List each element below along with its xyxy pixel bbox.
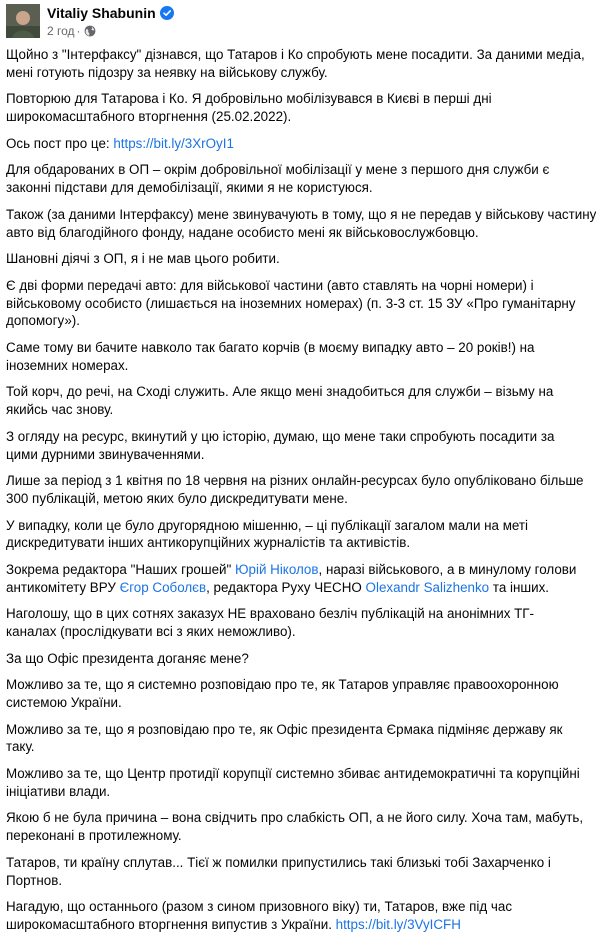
post-body <box>6 46 596 943</box>
post-text: Лише за період з 1 квітня по 18 червня на різних онлайн-ресурсах було опубліковано більше <box>6 473 584 489</box>
post-text: Можливо за те, що Центр протидії корупції системно збиває антидемократичні та корупційні <box>6 766 580 782</box>
post-text: Ось пост про це: <box>6 135 114 151</box>
post-text: законні підстави для демобілізації, якими я не користуюся. <box>6 180 373 196</box>
post-paragraph <box>6 428 555 464</box>
post-text: Наголошу, що в цих сотнях заказух НЕ враховано безліч публікацій на анонімних ТГ- <box>6 606 535 622</box>
post-link[interactable]: https://bit.ly/3XrOyI1 <box>113 135 234 151</box>
post-text: Портнов. <box>6 872 63 888</box>
post-paragraph <box>6 206 596 242</box>
globe-icon <box>84 25 96 37</box>
post-text: та інших. <box>489 579 550 595</box>
post-text: каналах (прослідкувати всі з яких неможливо). <box>6 624 296 640</box>
post-text: Можливо за те, що я системно розповідаю про те, як Татаров управляє правоохоронною <box>6 677 559 693</box>
post-text: ініціативи влади. <box>6 783 111 799</box>
post-text: системою України. <box>6 695 122 711</box>
post-paragraph <box>6 46 585 82</box>
profile-mention[interactable]: Юрій Ніколов <box>235 561 319 577</box>
post-text: Є дві форми передачі авто: для військової частини (авто ставлять на чорні номери) і <box>6 277 534 293</box>
post-paragraph <box>6 809 584 845</box>
post-timestamp[interactable]: 2 год <box>47 24 75 38</box>
post-header <box>0 0 516 46</box>
post-text: Шановні діячі з ОП, я і не мав цього робити. <box>6 251 280 267</box>
post-text: У випадку, коли це було другорядною мішенню, – ці публікації загалом мали на меті <box>6 517 529 533</box>
post-text: Той корч, до речі, на Сході служить. Але якщо мені знадобиться для служби – візьму на <box>6 384 554 400</box>
profile-mention[interactable]: Єгор Соболєв <box>119 579 207 595</box>
post-text: іноземних номерах. <box>6 357 129 373</box>
post-text: цими дурними звинуваченнями. <box>6 446 205 462</box>
avatar-photo-icon <box>6 4 40 38</box>
post-text: Щойно з "Інтерфаксу" дізнався, що Татаров і Ко спробують мене посадити. За даними медіа, <box>6 47 585 62</box>
author-name: Vitaliy Shabunin <box>47 5 156 21</box>
post-text: За що Офіс президента доганяє мене? <box>6 650 249 666</box>
post-paragraph <box>6 650 546 668</box>
post-text: Татаров, ти країну сплутав... Тієї ж помилки припустились такі близькі тобі Захарченко і <box>6 854 551 870</box>
post-text: Для обдарованих в ОП – окрім добровільної мобілізації у мене з першого дня служби є <box>6 162 550 178</box>
post-text: військовому особисто (лишається на іноземних номерах) (п. 3-3 ст. 15 ЗУ «Про гуманітарну <box>6 295 576 311</box>
post-paragraph <box>6 854 551 890</box>
post-paragraph <box>6 383 554 419</box>
post-paragraph <box>6 135 546 153</box>
meta-separator: · <box>76 24 81 38</box>
post-paragraph <box>6 898 546 934</box>
post-meta <box>47 24 96 38</box>
avatar[interactable] <box>6 4 40 38</box>
post-text: Нагадую, що останнього (разом з сином призовного віку) ти, Татаров, вже під час <box>6 899 513 915</box>
post-text: широкомасштабного вторгнення (25.02.2022). <box>6 109 292 125</box>
post-paragraph <box>6 605 546 641</box>
post-paragraph <box>6 250 546 268</box>
post-text: широкомасштабного вторгнення випустив з України. <box>6 917 336 933</box>
verified-badge-icon <box>160 6 174 20</box>
post-text: Повторюю для Татарова і Ко. Я добровільно мобілізувався в Києві в перші дні <box>6 91 492 107</box>
author-name-link[interactable] <box>47 5 174 21</box>
post-text: допомогу»). <box>6 313 80 329</box>
post-paragraph <box>6 517 546 553</box>
post-paragraph <box>6 765 580 801</box>
post-paragraph <box>6 161 550 197</box>
post-paragraph <box>6 90 546 126</box>
post-text: Можливо за те, що я розповідаю про те, як Офіс президента Єрмака підміняє державу як <box>6 721 563 737</box>
post-text: дискредитувати інших антикорупційних журналістів та активістів. <box>6 535 411 551</box>
post-paragraph <box>6 721 563 757</box>
post-text: Зокрема редактора "Наших грошей" <box>6 561 236 577</box>
post-paragraph <box>6 277 576 330</box>
post-text: переконані в протилежному. <box>6 828 182 844</box>
post-text: авто від благодійного фонду, надане особисто мені як військовослужбовцю. <box>6 224 479 240</box>
post-link[interactable]: https://bit.ly/3VyICFH <box>335 917 461 933</box>
post-text: Також (за даними Інтерфаксу) мене звинувачують в тому, що я не передав у військову частину <box>6 206 596 222</box>
post-text: Якою б не була причина – вона свідчить про слабкість ОП, а не його силу. Хоча там, мабуть, <box>6 810 584 826</box>
post-text: 300 публікацій, метою яких було дискредитувати мене. <box>6 490 348 506</box>
profile-mention[interactable]: Olexandr Salizhenko <box>365 579 490 595</box>
post-text: якийсь час знову. <box>6 402 114 418</box>
post-text: антикомітету ВРУ <box>6 579 120 595</box>
post-text: Саме тому ви бачите навколо так багато корчів (в моєму випадку авто – 20 років!) на <box>6 339 535 355</box>
post-text: таку. <box>6 739 35 755</box>
post-paragraph <box>6 339 546 375</box>
post-text: З огляду на ресурс, вкинутий у цю історію, думаю, що мене таки спробують посадити за <box>6 428 555 444</box>
post-paragraph <box>6 561 577 597</box>
post-text: мені готують підозру за неявку на військову службу. <box>6 64 328 80</box>
post-text: , редактора Руху ЧЕСНО <box>206 579 366 595</box>
post-paragraph <box>6 676 559 712</box>
post-paragraph <box>6 472 584 508</box>
post-text: , наразі військового, а в минулому голови <box>318 561 577 577</box>
